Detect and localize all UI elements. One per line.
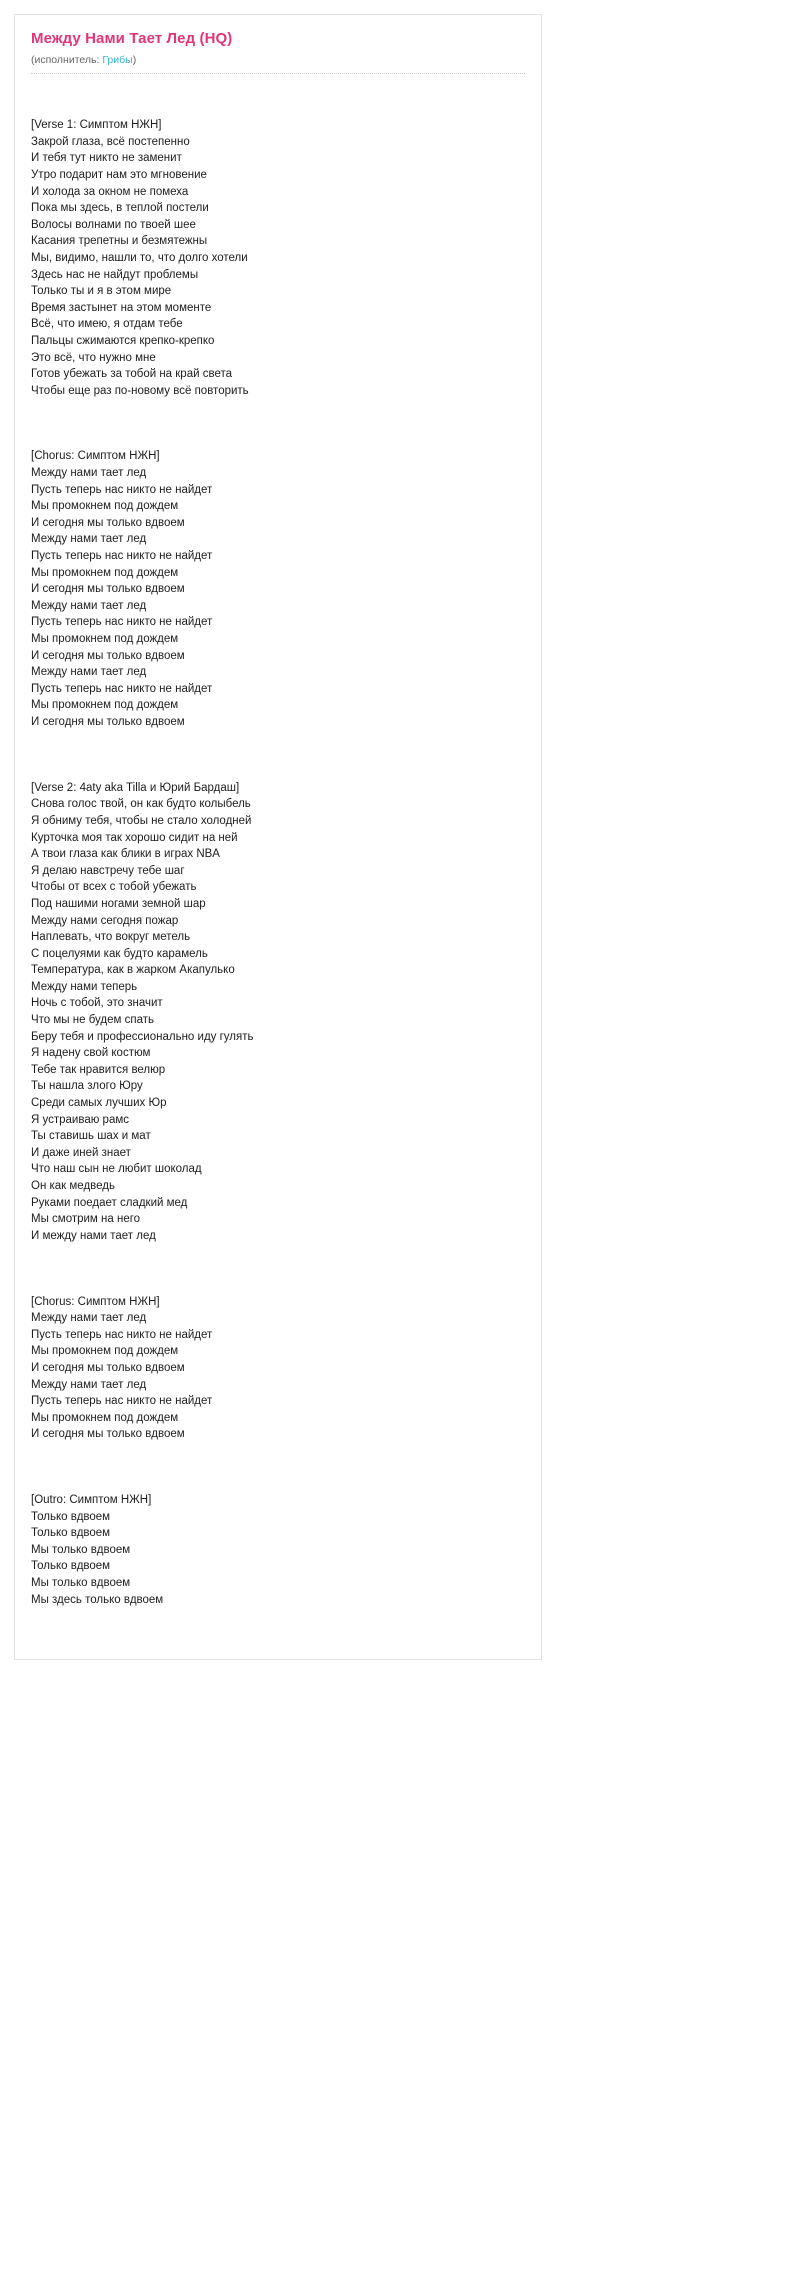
lyrics-block-verse-2: [Verse 2: 4aty aka Tilla и Юрий Бардаш] Снова голос твой, он как будто колыбель Я обниму тебя, чтобы не стало холодней Курточка моя так хорошо сидит на ней А твои глаза как блики в играх NBA Я делаю навстречу тебе шаг Чтобы от всех с тобой убежать Под нашими ногами земной шар Между нами сегодня пожар Наплевать, что вокруг метель С поцелуями как будто карамель Температура, как в жарком Акапулько Между нами теперь Ночь с тобой, это значит Что мы не будем спать Беру тебя и профессионально иду гулять Я надену свой костюм Тебе так нравится велюр Ты нашла злого Юру Среди самых лучших Юр Я устраиваю рамс Ты ставишь шах и мат И даже иней знает Что наш сын не любит шоколад Он как медведь Руками поедает сладкий мед Мы смотрим на него И между нами тает лед [31, 781, 254, 1242]
lyrics-block-verse-1: [Verse 1: Симптом НЖН] Закрой глаза, всё постепенно И тебя тут никто не заменит Утро подарит нам это мгновение И холода за окном не помеха Пока мы здесь, в теплой постели Волосы волнами по твоей шее Касания трепетны и безмятежны Мы, видимо, нашли то, что долго хотели Здесь нас не найдут проблемы Только ты и я в этом мире Время застынет на этом моменте Всё, что имею, я отдам тебе Пальцы сжимаются крепко-крепко Это всё, что нужно мне Готов убежать за тобой на край света Чтобы еще раз по-новому всё повторить [31, 119, 249, 397]
lyrics-card [14, 14, 542, 1660]
lyrics-block-chorus-1: [Chorus: Симптом НЖН] Между нами тает лед Пусть теперь нас никто не найдет Мы промокнем под дождем И сегодня мы только вдвоем Между нами тает лед Пусть теперь нас никто не найдет Мы промокнем под дождем И сегодня мы только вдвоем Между нами тает лед Пусть теперь нас никто не найдет Мы промокнем под дождем И сегодня мы только вдвоем Между нами тает лед Пусть теперь нас никто не найдет Мы промокнем под дождем И сегодня мы только вдвоем [31, 450, 213, 728]
lyrics-body [31, 84, 525, 1641]
artist-label: (исполнитель: [31, 54, 100, 66]
artist-label-end: ) [132, 54, 137, 66]
artist-line [31, 53, 525, 67]
divider [31, 73, 525, 74]
lyrics-block-outro: [Outro: Симптом НЖН] Только вдвоем Только вдвоем Мы только вдвоем Только вдвоем Мы только вдвоем Мы здесь только вдвоем [31, 1494, 164, 1606]
artist-link[interactable]: Грибы [102, 54, 133, 66]
page-title: Между Нами Тает Лед (HQ) [31, 30, 233, 47]
lyrics-block-chorus-2: [Chorus: Симптом НЖН] Между нами тает лед Пусть теперь нас никто не найдет Мы промокнем под дождем И сегодня мы только вдвоем Между нами тает лед Пусть теперь нас никто не найдет Мы промокнем под дождем И сегодня мы только вдвоем [31, 1295, 213, 1441]
